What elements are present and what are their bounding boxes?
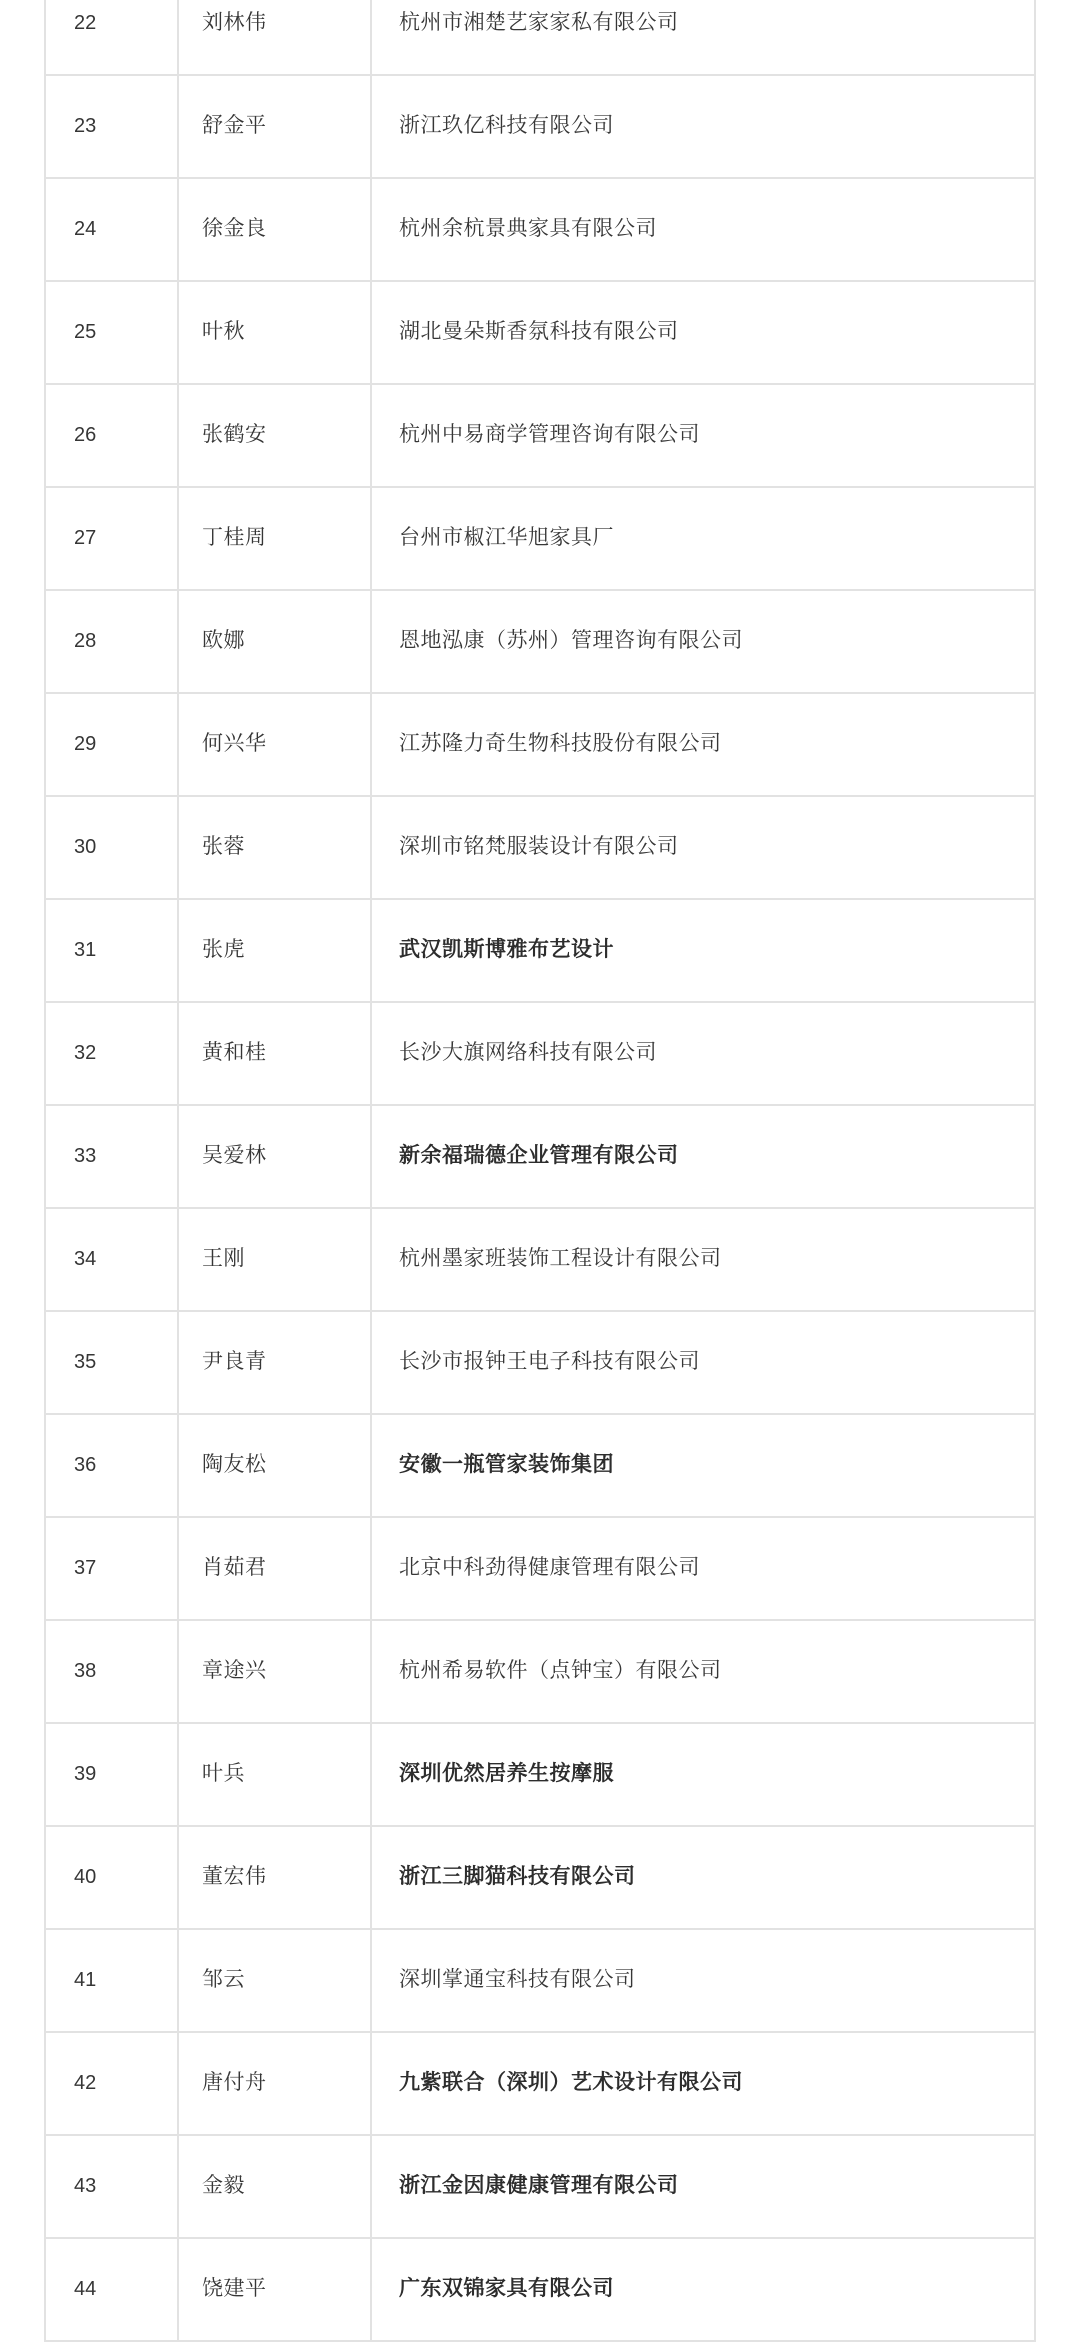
table-row (46, 76, 1034, 179)
row-number-cell: 44 (46, 2239, 179, 2340)
table-row (46, 1415, 1034, 1518)
person-name-cell: 陶友松 (179, 1415, 372, 1516)
row-number-cell: 25 (46, 282, 179, 383)
company-name-cell: 杭州市湘楚艺家家私有限公司 (399, 11, 679, 35)
row-number-cell: 36 (46, 1415, 179, 1516)
company-name-cell: 江苏隆力奇生物科技股份有限公司 (399, 732, 722, 756)
row-number-cell: 24 (46, 179, 179, 280)
table-row (46, 2033, 1034, 2136)
company-name-cell: 台州市椒江华旭家具厂 (399, 526, 614, 550)
person-name-cell: 唐付舟 (179, 2033, 372, 2134)
table-row (46, 385, 1034, 488)
person-name-cell: 刘林伟 (179, 0, 372, 74)
person-name-cell: 肖茹君 (179, 1518, 372, 1619)
table-row (46, 282, 1034, 385)
company-name-cell: 长沙市报钟王电子科技有限公司 (399, 1350, 700, 1374)
row-number-cell: 39 (46, 1724, 179, 1825)
table-row (46, 1724, 1034, 1827)
row-number-cell: 34 (46, 1209, 179, 1310)
row-number-cell: 40 (46, 1827, 179, 1928)
row-number-cell: 30 (46, 797, 179, 898)
company-name-cell: 九紫联合（深圳）艺术设计有限公司 (399, 2071, 743, 2095)
person-name-cell: 饶建平 (179, 2239, 372, 2340)
person-name-cell: 张蓉 (179, 797, 372, 898)
row-number-cell: 32 (46, 1003, 179, 1104)
table-row (46, 797, 1034, 900)
company-name-cell: 湖北曼朵斯香氛科技有限公司 (399, 320, 679, 344)
person-name-cell: 黄和桂 (179, 1003, 372, 1104)
company-name-cell: 杭州余杭景典家具有限公司 (399, 217, 657, 241)
ranking-table (44, 0, 1036, 2342)
company-name-cell: 深圳优然居养生按摩服 (399, 1762, 614, 1786)
company-name-cell: 武汉凯斯博雅布艺设计 (399, 938, 614, 962)
company-name-cell: 浙江金因康健康管理有限公司 (399, 2174, 679, 2198)
company-name-cell: 浙江三脚猫科技有限公司 (399, 1865, 636, 1889)
row-number-cell: 28 (46, 591, 179, 692)
table-row (46, 1518, 1034, 1621)
person-name-cell: 金毅 (179, 2136, 372, 2237)
row-number-cell: 31 (46, 900, 179, 1001)
table-row (46, 1930, 1034, 2033)
row-number-cell: 37 (46, 1518, 179, 1619)
person-name-cell: 叶秋 (179, 282, 372, 383)
company-name-cell: 杭州中易商学管理咨询有限公司 (399, 423, 700, 447)
row-number-cell: 42 (46, 2033, 179, 2134)
row-number-cell: 26 (46, 385, 179, 486)
table-row (46, 900, 1034, 1003)
person-name-cell: 叶兵 (179, 1724, 372, 1825)
company-name-cell: 深圳掌通宝科技有限公司 (399, 1968, 636, 1992)
row-number-cell: 41 (46, 1930, 179, 2031)
person-name-cell: 欧娜 (179, 591, 372, 692)
person-name-cell: 舒金平 (179, 76, 372, 177)
company-name-cell: 安徽一瓶管家装饰集团 (399, 1453, 614, 1477)
person-name-cell: 王刚 (179, 1209, 372, 1310)
row-number-cell: 29 (46, 694, 179, 795)
row-number-cell: 27 (46, 488, 179, 589)
person-name-cell: 章途兴 (179, 1621, 372, 1722)
person-name-cell: 张鹤安 (179, 385, 372, 486)
row-number-cell: 23 (46, 76, 179, 177)
company-name-cell: 新余福瑞德企业管理有限公司 (399, 1144, 679, 1168)
table-row (46, 1312, 1034, 1415)
person-name-cell: 吴爱林 (179, 1106, 372, 1207)
person-name-cell: 何兴华 (179, 694, 372, 795)
row-number-cell: 38 (46, 1621, 179, 1722)
table-row (46, 1621, 1034, 1724)
person-name-cell: 徐金良 (179, 179, 372, 280)
person-name-cell: 尹良青 (179, 1312, 372, 1413)
company-name-cell: 长沙大旗网络科技有限公司 (399, 1041, 657, 1065)
company-name-cell: 广东双锦家具有限公司 (399, 2277, 614, 2301)
row-number-cell: 35 (46, 1312, 179, 1413)
company-name-cell: 杭州希易软件（点钟宝）有限公司 (399, 1659, 722, 1683)
table-row (46, 1209, 1034, 1312)
table-row (46, 179, 1034, 282)
company-name-cell: 深圳市铭梵服装设计有限公司 (399, 835, 679, 859)
table-row (46, 2239, 1034, 2342)
company-name-cell: 浙江玖亿科技有限公司 (399, 114, 614, 138)
table-body (46, 0, 1034, 2342)
company-name-cell: 恩地泓康（苏州）管理咨询有限公司 (399, 629, 743, 653)
company-name-cell: 北京中科劲得健康管理有限公司 (399, 1556, 700, 1580)
table-row (46, 1827, 1034, 1930)
table-row (46, 591, 1034, 694)
table-row (46, 1003, 1034, 1106)
table-row (46, 2136, 1034, 2239)
row-number-cell: 22 (46, 0, 179, 74)
row-number-cell: 43 (46, 2136, 179, 2237)
row-number-cell: 33 (46, 1106, 179, 1207)
person-name-cell: 邹云 (179, 1930, 372, 2031)
table-row (46, 694, 1034, 797)
company-name-cell: 杭州墨家班装饰工程设计有限公司 (399, 1247, 722, 1271)
person-name-cell: 董宏伟 (179, 1827, 372, 1928)
table-row (46, 1106, 1034, 1209)
table-row (46, 0, 1034, 76)
person-name-cell: 张虎 (179, 900, 372, 1001)
table-row (46, 488, 1034, 591)
person-name-cell: 丁桂周 (179, 488, 372, 589)
